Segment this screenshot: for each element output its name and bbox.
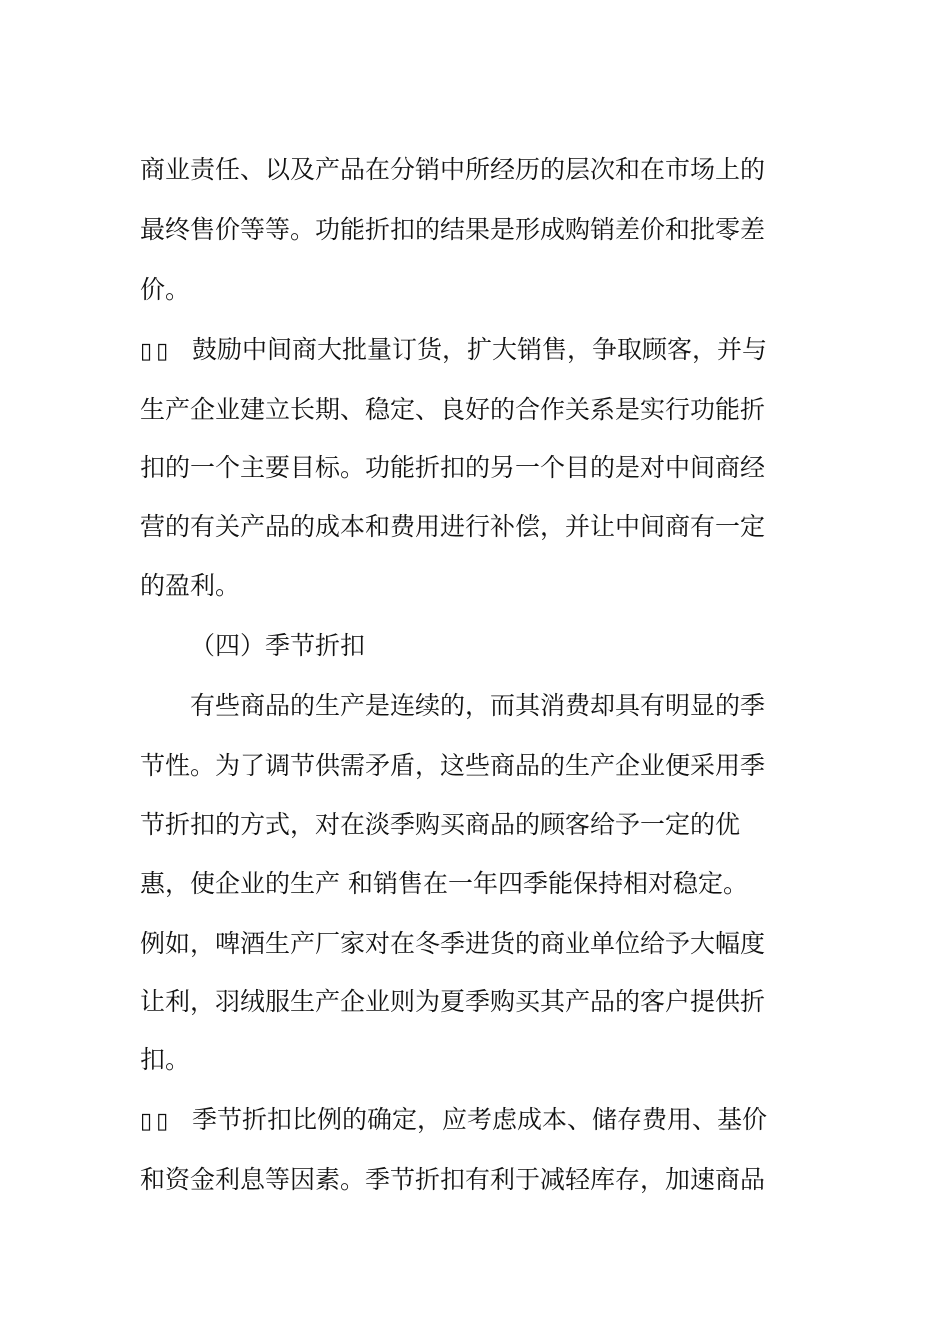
text-span: 鼓励中间商大批量订货，扩大销售，争取顾客，并与 [192, 335, 768, 364]
text-line: 节性。为了调节供需矛盾，这些商品的生产企业便采用季 [140, 751, 766, 780]
bullet-marker: ▯▯ [140, 339, 173, 364]
text-line: 商业责任、以及产品在分销中所经历的层次和在市场上的 [140, 155, 766, 184]
section-heading: （四）季节折扣 [190, 631, 366, 660]
paragraph-first-line [140, 1100, 800, 1140]
text-line: 价。 [140, 275, 191, 304]
text-line: 最终售价等等。功能折扣的结果是形成购销差价和批零差 [140, 215, 766, 244]
text-line: 惠，使企业的生产 和销售在一年四季能保持相对稳定。 [140, 869, 748, 898]
text-span: 季节折扣比例的确定，应考虑成本、储存费用、基价 [192, 1105, 768, 1134]
paragraph-first-line: 有些商品的生产是连续的，而其消费却具有明显的季 [190, 691, 766, 720]
text-line: 例如，啤酒生产厂家对在冬季进货的商业单位给予大幅度 [140, 929, 766, 958]
text-line: 营的有关产品的成本和费用进行补偿，并让中间商有一定 [140, 512, 766, 541]
text-line: 扣的一个主要目标。功能折扣的另一个目的是对中间商经 [140, 453, 766, 482]
text-line: 节折扣的方式，对在淡季购买商品的顾客给予一定的优 [140, 810, 741, 839]
text-line: 和资金利息等因素。季节折扣有利于减轻库存，加速商品 [140, 1165, 766, 1194]
text-line: 的盈利。 [140, 571, 241, 600]
text-line: 生产企业建立长期、稳定、良好的合作关系是实行功能折 [140, 395, 766, 424]
bullet-marker: ▯▯ [140, 1109, 173, 1134]
text-line: 让利，羽绒服生产企业则为夏季购买其产品的客户提供折 [140, 987, 766, 1016]
paragraph-first-line [140, 330, 800, 370]
text-line: 扣。 [140, 1045, 191, 1074]
